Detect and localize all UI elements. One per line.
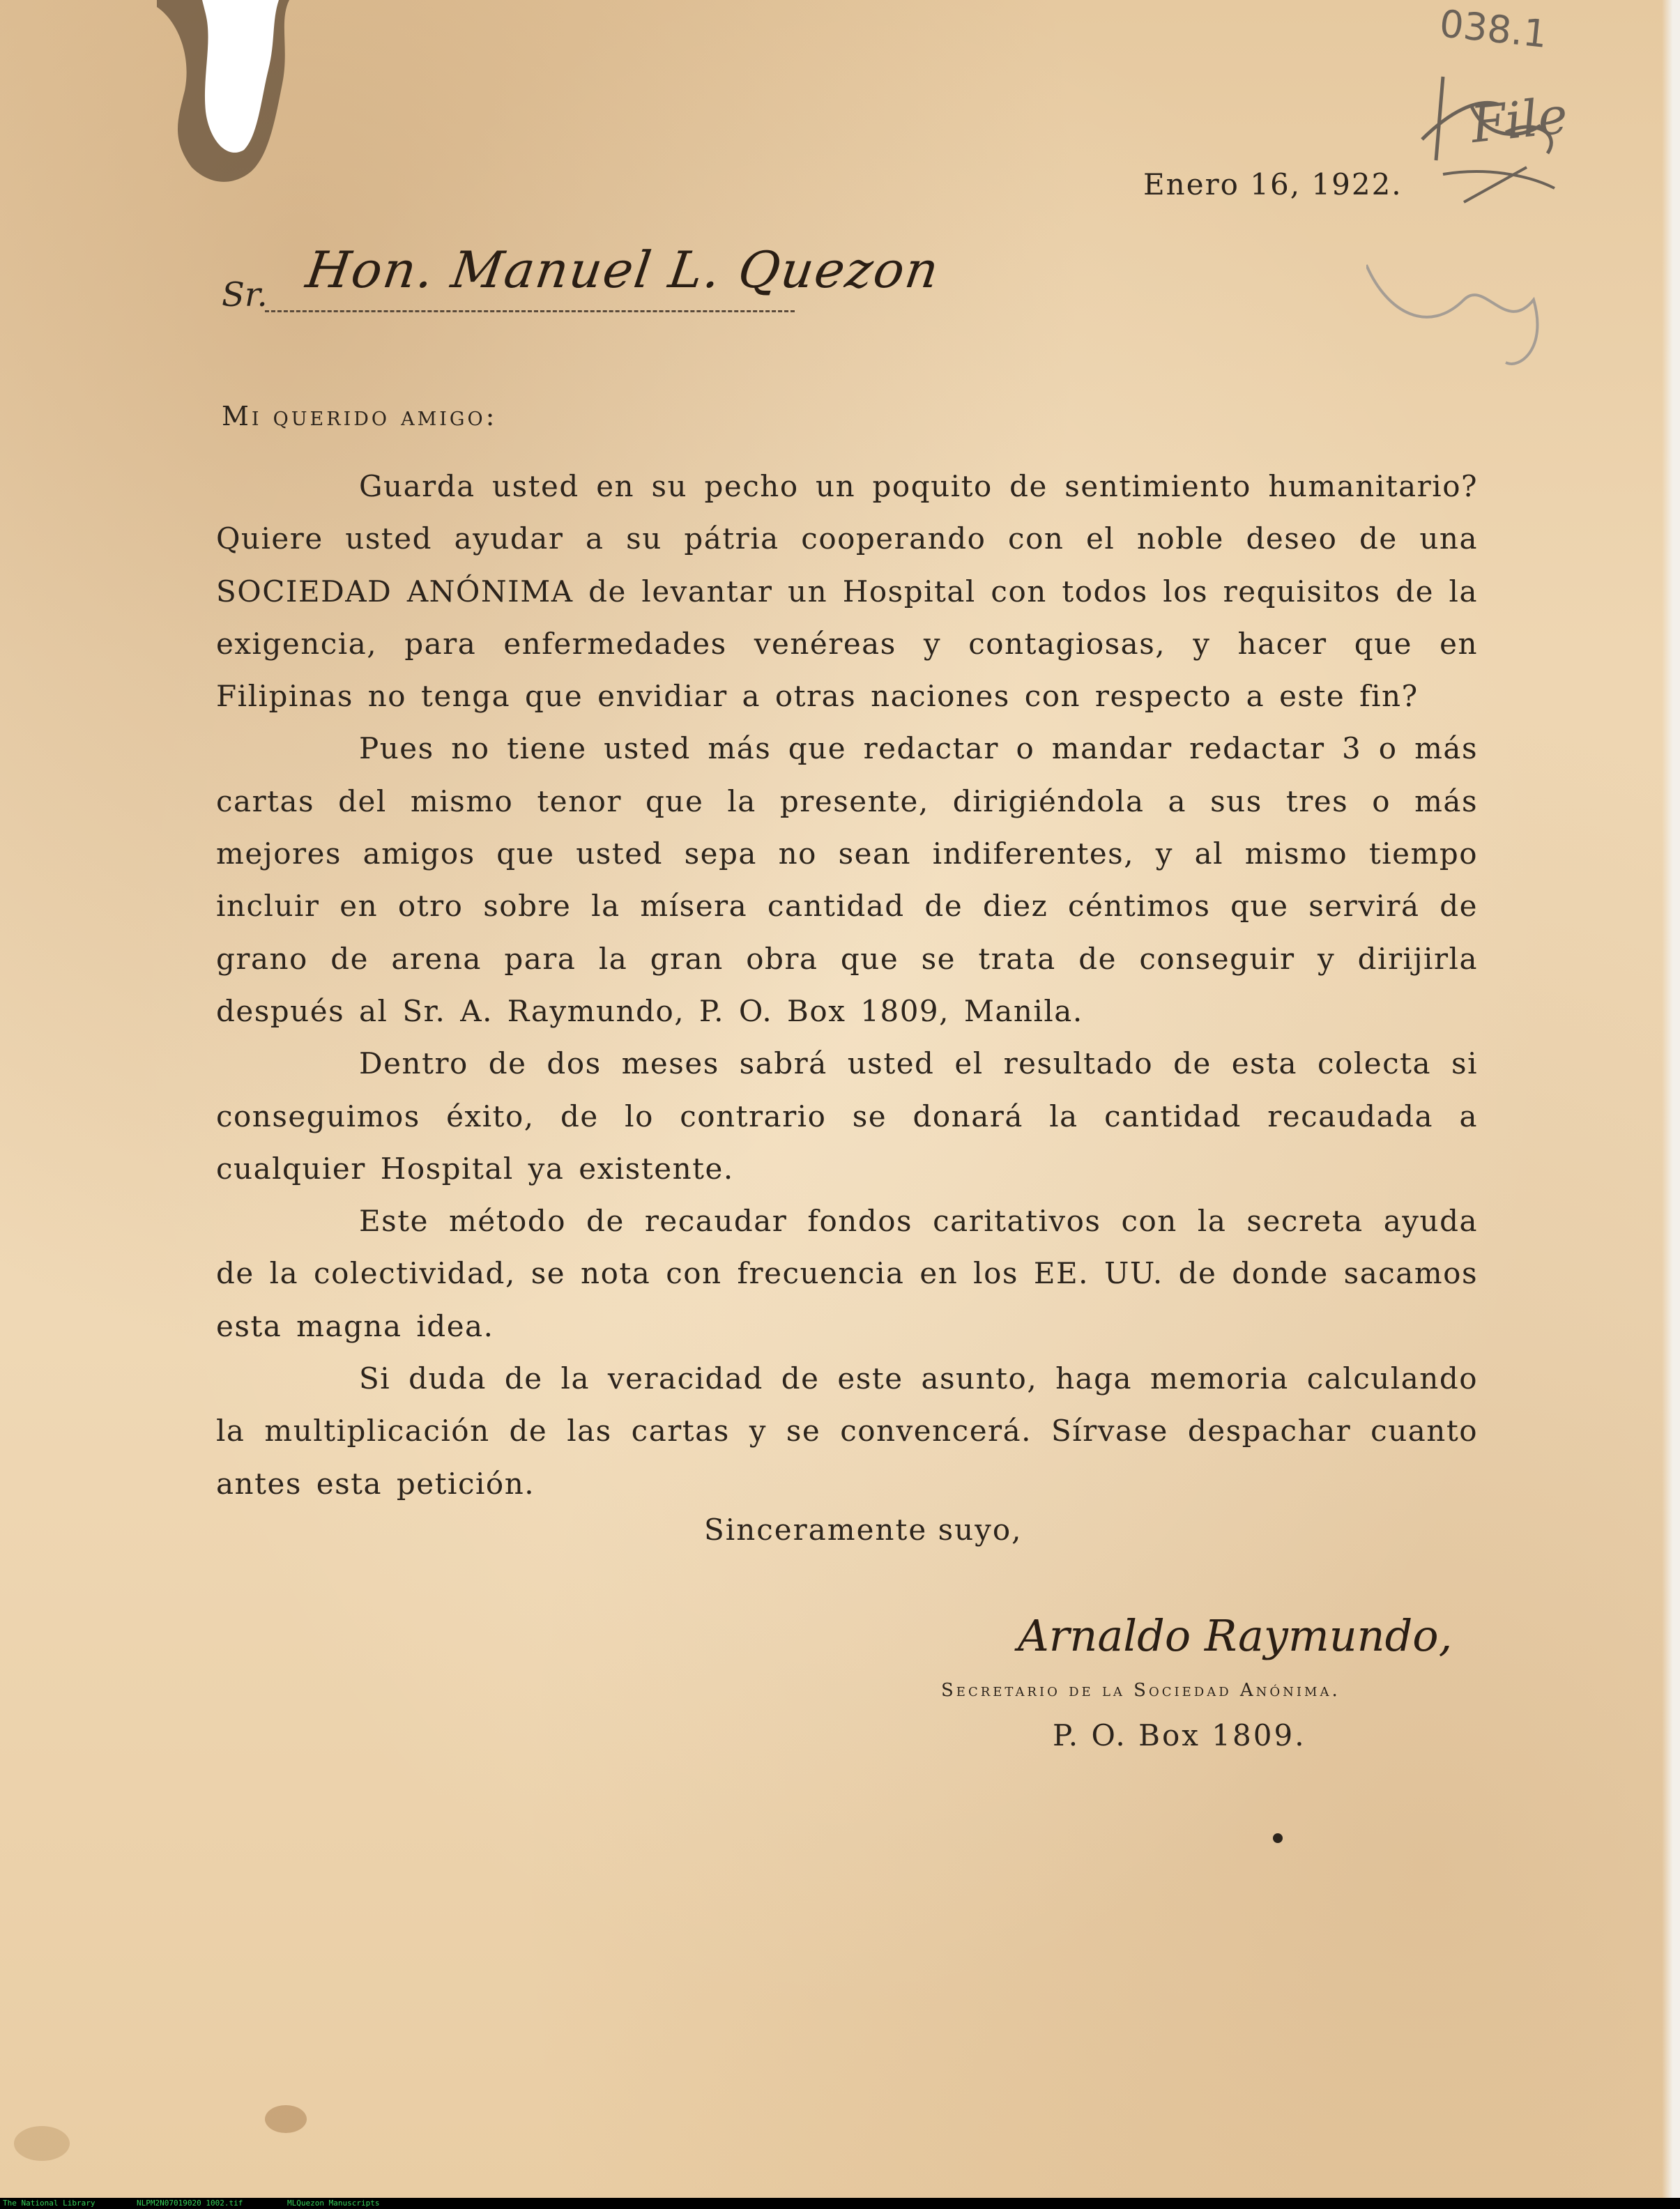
scan-edge [1662, 0, 1680, 2198]
recipient-line [265, 310, 795, 312]
footer-institution: The National Library [3, 2199, 96, 2208]
signer-box: P. O. Box 1809. [1053, 1718, 1306, 1752]
paragraph: Pues no tiene usted más que redactar o mandar redactar 3 o más cartas del mismo tenor que la presente, dirigiéndola a sus tres o más mejores amigos que usted sepa no sean indiferentes, y al mismo tiempo incluir en otro sobre la mísera cantidad de diez céntimos que servirá de grano de arena para la gran obra que se trata de conseguir y dirijirla después al Sr. A. Raymundo, P. O. Box 1809, Manila. [216, 731, 1478, 1028]
footer-file-id: NLPM2N07019020 1002.tif [137, 2199, 243, 2208]
paragraph: Dentro de dos meses sabrá usted el resultado de esta colecta si conseguimos éxito, de lo contrario se donará la cantidad recaudada a cualquier Hospital ya existente. [216, 1046, 1478, 1186]
paragraph: Si duda de la veracidad de este asunto, haga memoria calculando la multiplicación de las cartas y se convencerá. Sírvase despachar cuanto antes esta petición. [216, 1361, 1478, 1501]
ink-dot [1273, 1833, 1283, 1843]
burn-hole-mark [129, 0, 310, 230]
signer-title: Secretario de la Sociedad Anónima. [941, 1680, 1341, 1701]
salutation: Mi querido amigo: [222, 401, 498, 431]
letter-date: Enero 16, 1922. [1143, 167, 1403, 201]
paragraph: Este método de recaudar fondos caritativos con la secreta ayuda de la colectividad, se nota con frecuencia en los EE. UU. de donde sacamos esta magna idea. [216, 1204, 1478, 1343]
file-number-annotation: 038.1 [1437, 1, 1550, 56]
stain-mark [14, 2126, 70, 2161]
recipient-label: Sr. [222, 275, 268, 314]
recipient-name: Hon. Manuel L. Quezon [303, 240, 944, 299]
signature: Arnaldo Raymundo, [1018, 1610, 1453, 1661]
footer-collection: MLQuezon Manuscripts [287, 2199, 380, 2208]
scan-footer [0, 2198, 1680, 2209]
paragraph: Guarda usted en su pecho un poquito de sentimiento humanitario? Quiere usted ayudar a su pátria cooperando con el noble deseo de una SOCIEDAD ANÓNIMA de levantar un Hospital con todos los requisitos de la exigencia, para enfermedades venéreas y contagiosas, y hacer que en Filipinas no tenga que envidiar a otras naciones con respecto a este fin? [216, 469, 1478, 714]
file-note-annotation: File [1467, 85, 1571, 155]
letter-body [216, 460, 1478, 1510]
stain-mark [265, 2105, 307, 2133]
closing: Sinceramente suyo, [704, 1513, 1023, 1547]
